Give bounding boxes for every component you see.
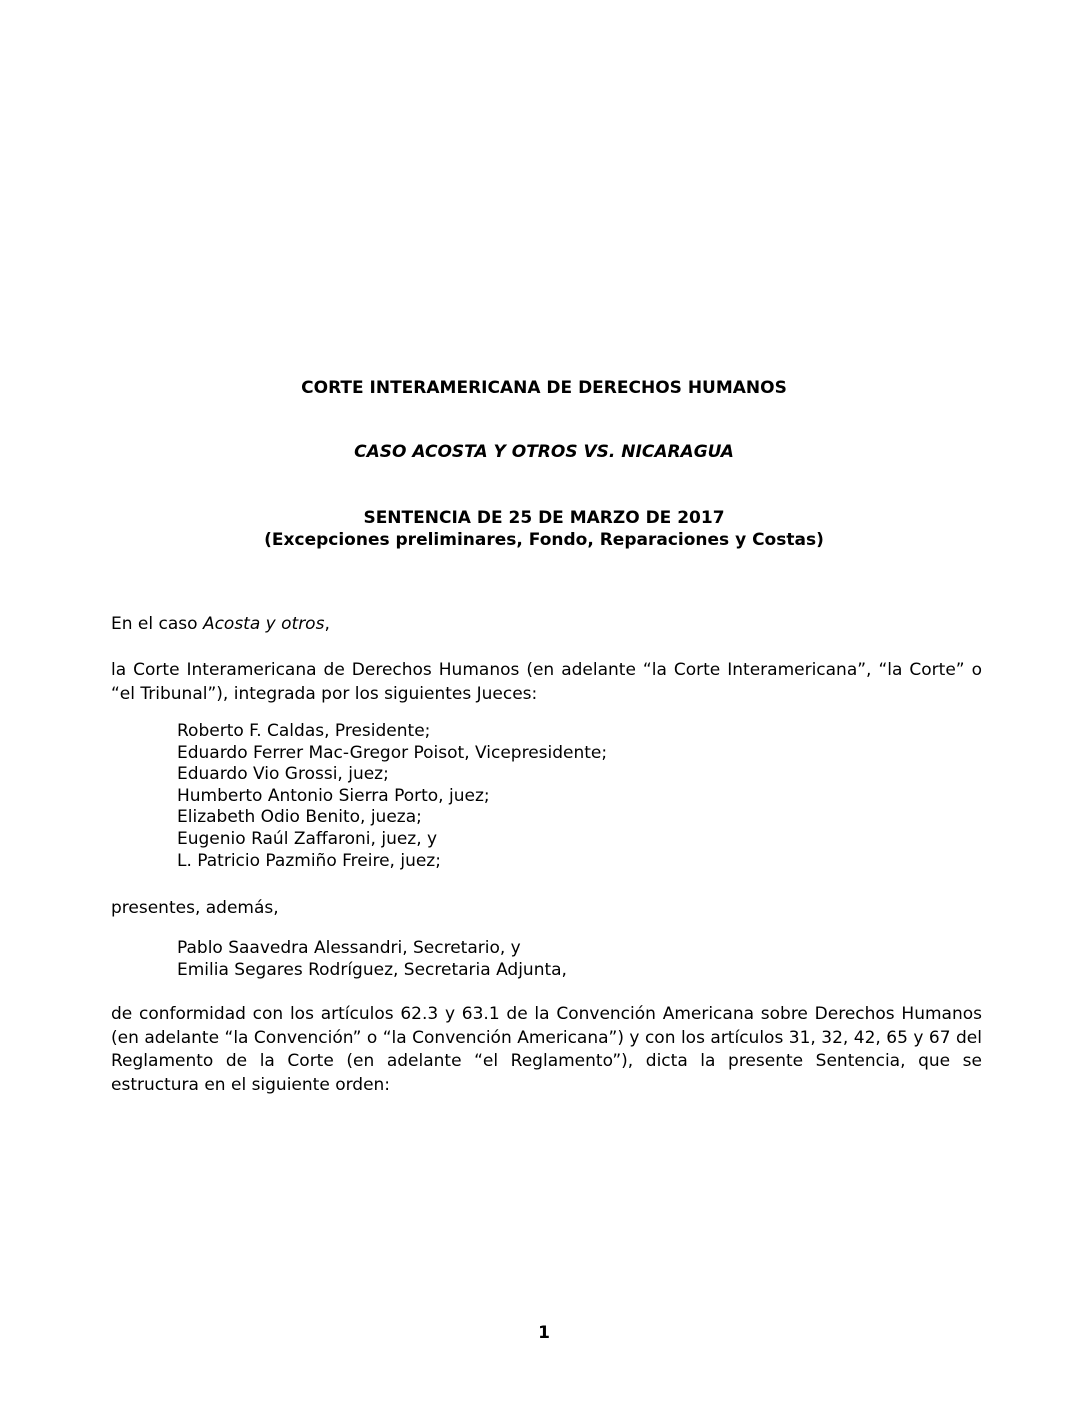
secretary-item: Pablo Saavedra Alessandri, Secretario, y (177, 938, 521, 958)
secretaries-list (177, 938, 937, 981)
court-title: CORTE INTERAMERICANA DE DERECHOS HUMANOS (301, 378, 787, 398)
judge-item: Humberto Antonio Sierra Porto, juez; (177, 785, 490, 806)
judge-item: Elizabeth Odio Benito, jueza; (177, 807, 422, 828)
case-title: CASO ACOSTA Y OTROS VS. NICARAGUA (354, 442, 734, 462)
intro-line (111, 613, 982, 637)
present-label: presentes, además, (111, 898, 279, 918)
judge-item: Eugenio Raúl Zaffaroni, juez, y (177, 828, 438, 849)
intro-case-name: Acosta y otros (202, 614, 325, 634)
court-paragraph: la Corte Interamericana de Derechos Humanos (en adelante “la Corte Interamericana”, “la Corte” o “el Tribunal”), integrada por los siguientes Jueces: (111, 660, 982, 704)
sentence-subtitle: (Excepciones preliminares, Fondo, Reparaciones y Costas) (264, 530, 824, 550)
intro-prefix: En el caso (111, 614, 203, 634)
intro-suffix: , (324, 614, 330, 634)
secretary-item: Emilia Segares Rodríguez, Secretaria Adjunta, (177, 959, 567, 980)
judge-item: Roberto F. Caldas, Presidente; (177, 721, 431, 741)
judge-item: L. Patricio Pazmiño Freire, juez; (177, 850, 441, 871)
page-number: 1 (538, 1323, 550, 1343)
sentence-date: SENTENCIA DE 25 DE MARZO DE 2017 (363, 508, 725, 528)
judge-item: Eduardo Vio Grossi, juez; (177, 764, 389, 785)
judges-list (177, 721, 937, 872)
judge-item: Eduardo Ferrer Mac-Gregor Poisot, Vicepresidente; (177, 742, 608, 763)
conformity-paragraph: de conformidad con los artículos 62.3 y 63.1 de la Convención Americana sobre Derechos Humanos (en adelante “la Convención” o “la Convención Americana”) y con los artículos 31, 32, 42, 65 y 67 del Reglamento de la Corte (en adelante “el Reglamento”), dicta la presente Sentencia, que se estructura en el siguiente orden: (111, 1004, 982, 1095)
